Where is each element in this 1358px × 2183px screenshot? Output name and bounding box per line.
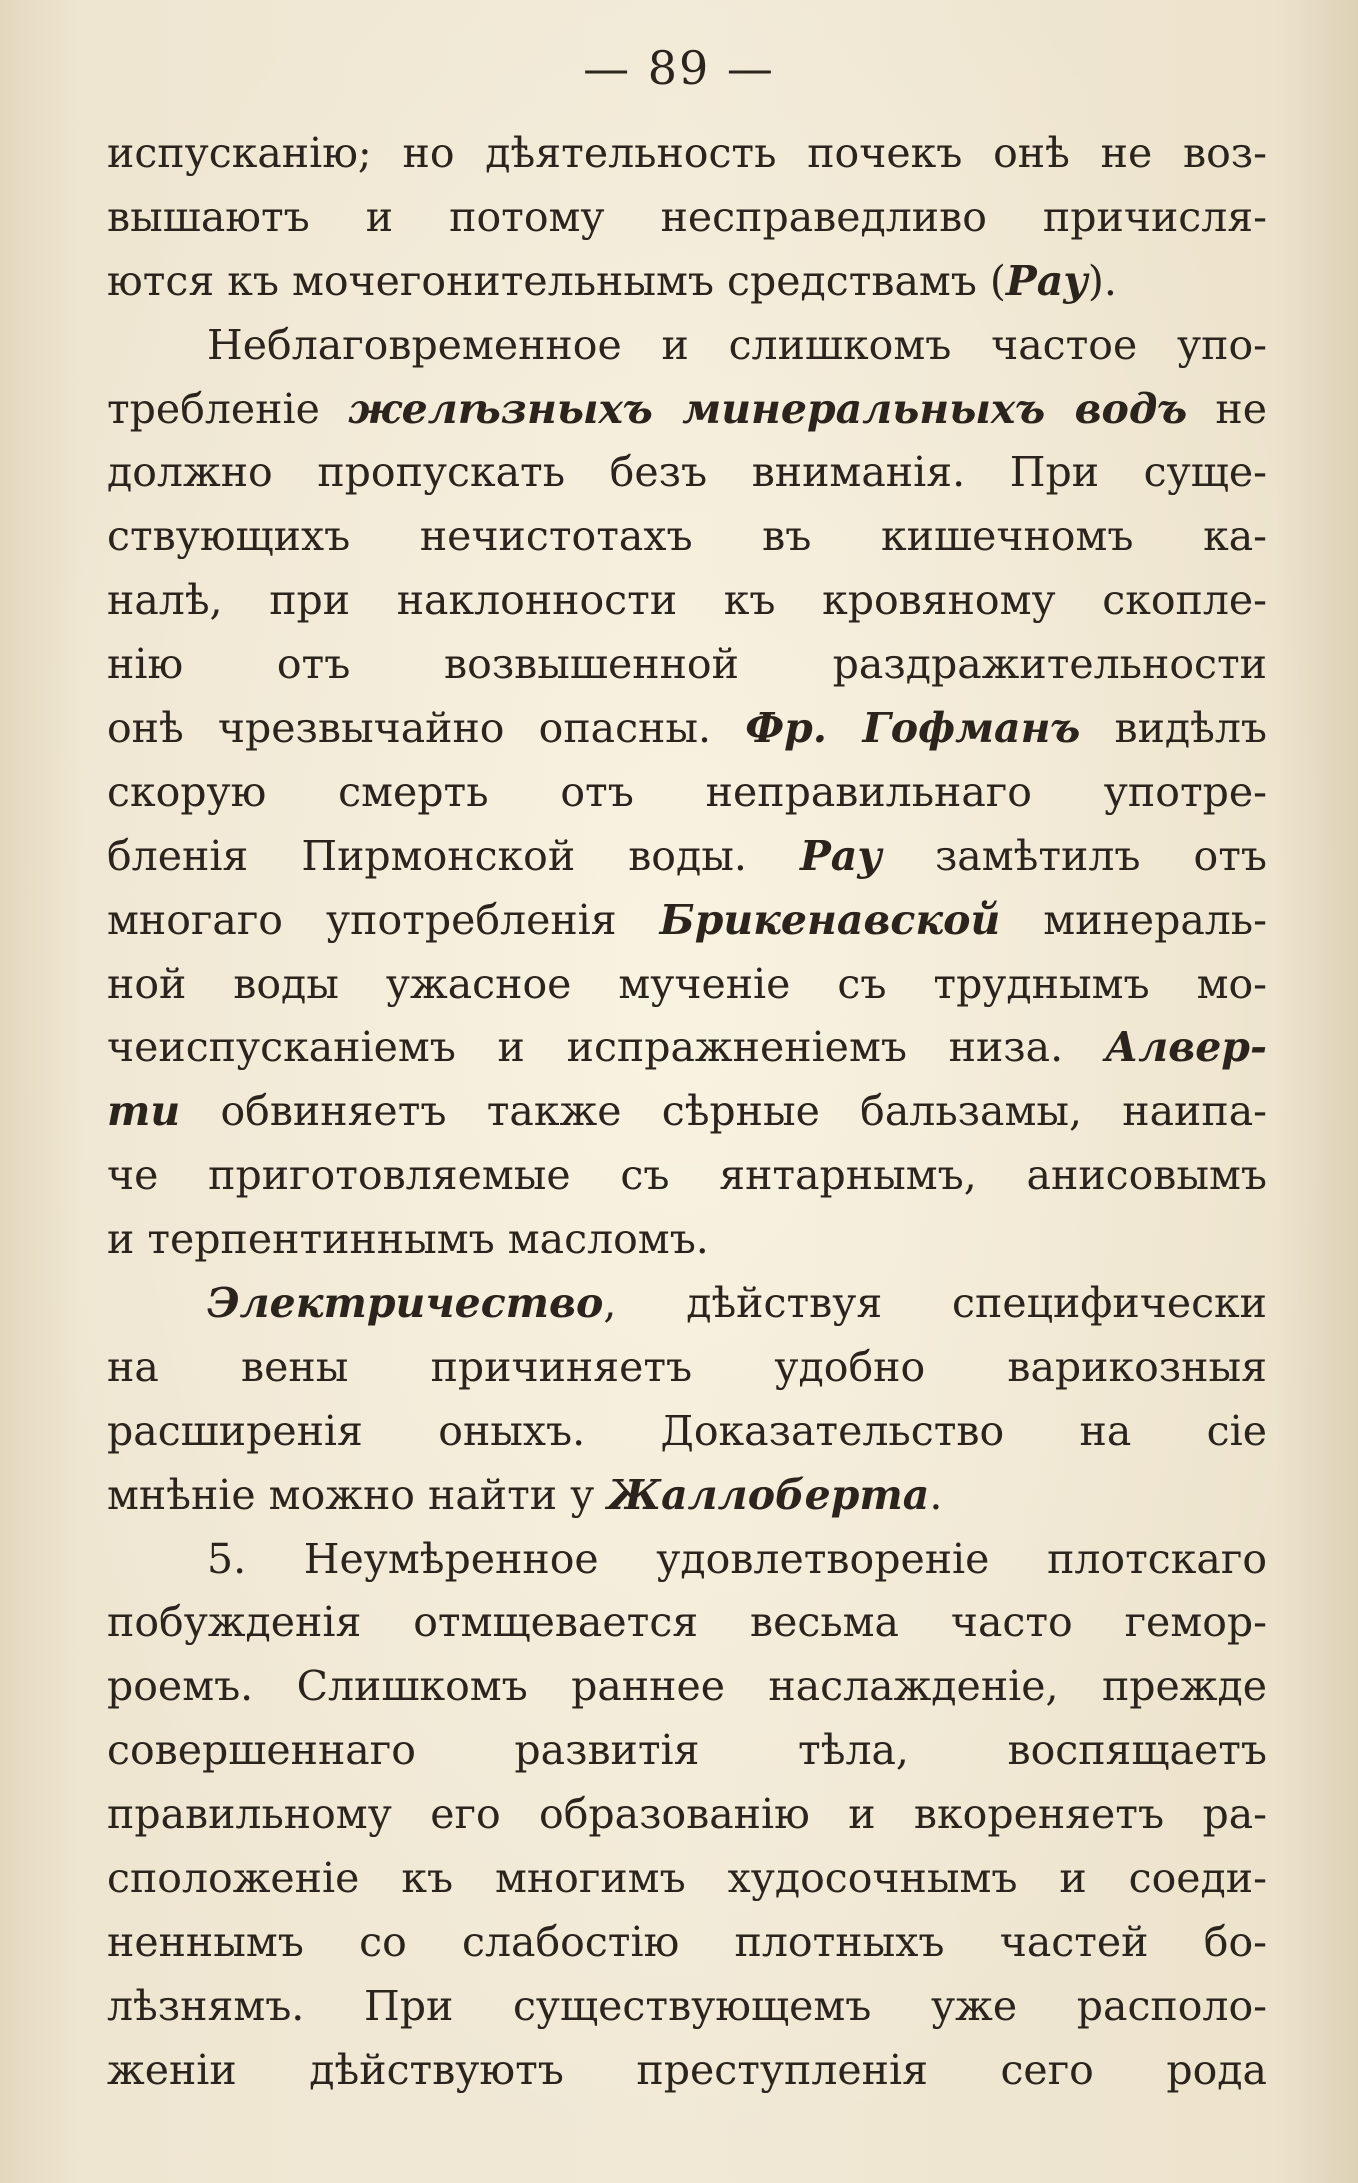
text-line (107, 1464, 1267, 1528)
text-line (107, 1400, 1267, 1464)
italic-text: Электричество (207, 1279, 604, 1328)
italic-text: Алвер- (1104, 1023, 1267, 1072)
text-line (107, 633, 1267, 697)
text-line (107, 441, 1267, 505)
italic-text: Рау (1005, 256, 1088, 305)
text-line (107, 1080, 1267, 1144)
body-text-run: неннымъ со слабостію плотныхъ частей бо- (107, 1917, 1267, 1966)
text-line (107, 761, 1267, 825)
body-text-run: обвиняетъ также сѣрные бальзамы, наипа- (180, 1087, 1267, 1136)
text-line (107, 1016, 1267, 1080)
body-text-run: совершеннаго развитія тѣла, воспящаетъ (107, 1726, 1267, 1775)
body-text-run: 5. Неумѣренное удовлетвореніе плотскаго (207, 1534, 1267, 1583)
body-text-run: испусканію; но дѣятельность почекъ онѣ не воз- (107, 129, 1267, 177)
text-line (107, 1208, 1267, 1272)
italic-text: желѣзныхъ минеральныхъ водъ (348, 384, 1188, 433)
body-text-run: ). (1087, 256, 1117, 305)
text-line (107, 1144, 1267, 1208)
text-line (107, 378, 1267, 442)
body-text-run: , дѣйствуя специфически (603, 1279, 1267, 1328)
italic-text: ти (107, 1087, 181, 1136)
body-text-run: налѣ, при наклонности къ кровяному скопле- (107, 576, 1267, 625)
text-line (107, 1783, 1267, 1847)
text-line (107, 186, 1267, 250)
body-text-run: и терпентиннымъ масломъ. (107, 1215, 709, 1264)
body-text-run: замѣтилъ отъ (881, 831, 1268, 880)
body-text-run: побужденія отмщевается весьма часто гемор- (107, 1598, 1267, 1647)
text-line (107, 1655, 1267, 1719)
body-text-run: требленіе (107, 384, 349, 433)
text-line (107, 825, 1267, 889)
italic-text: Фр. Гофманъ (745, 704, 1081, 753)
page-number: — 89 — (583, 41, 775, 95)
italic-text: Брикенавской (659, 895, 1001, 944)
body-text-run: чеиспусканіемъ и испражненіемъ низа. (107, 1023, 1105, 1072)
text-line (107, 122, 1267, 186)
body-text-run: ются къ мочегонительнымъ средствамъ ( (107, 256, 1006, 305)
text-line (107, 1975, 1267, 2039)
body-text-run: . (929, 1470, 943, 1519)
text-line (107, 569, 1267, 633)
body-text-run: ствующихъ нечистотахъ въ кишечномъ ка- (107, 512, 1267, 561)
body-text-run: лѣзнямъ. При существующемъ уже располо- (107, 1981, 1267, 2030)
body-text (107, 122, 1267, 2103)
body-text-run: на вены причиняетъ удобно варикозныя (107, 1342, 1267, 1391)
italic-text: Рау (799, 831, 882, 880)
body-text-run: мнѣніе можно найти у (107, 1470, 608, 1519)
body-text-run: должно пропускать безъ вниманія. При суще- (107, 448, 1267, 497)
body-text-run: скорую смерть отъ неправильнаго употре- (107, 767, 1267, 816)
text-line (107, 1272, 1267, 1336)
body-text-run: женіи дѣйствуютъ преступленія сего рода (107, 2045, 1267, 2094)
body-text-run: онѣ чрезвычайно опасны. (107, 704, 746, 753)
text-line (107, 1847, 1267, 1911)
body-text-run: сположеніе къ многимъ худосочнымъ и соеди- (107, 1854, 1267, 1903)
text-line (107, 1336, 1267, 1400)
body-text-run: Неблаговременное и слишкомъ частое упо- (207, 320, 1267, 369)
text-line (107, 889, 1267, 953)
text-line (107, 1911, 1267, 1975)
body-text-run: роемъ. Слишкомъ раннее наслажденіе, прежде (107, 1662, 1267, 1711)
text-line (107, 1719, 1267, 1783)
body-text-run: правильному его образованію и вкореняетъ ра- (107, 1790, 1267, 1839)
text-line (107, 1591, 1267, 1655)
text-line (107, 697, 1267, 761)
body-text-run: бленія Пирмонской воды. (107, 831, 800, 880)
body-text-run: не (1187, 384, 1268, 433)
body-text-run: вышаютъ и потому несправедливо причисля- (107, 192, 1267, 241)
italic-text: Жаллоберта (607, 1470, 930, 1519)
text-line (107, 505, 1267, 569)
body-text-run: расширенія оныхъ. Доказательство на сіе (107, 1406, 1267, 1455)
body-text-run: ной воды ужасное мученіе съ труднымъ мо- (107, 959, 1267, 1008)
body-text-run: видѣлъ (1080, 704, 1267, 753)
text-line (107, 953, 1267, 1017)
body-text-run: многаго употребленія (107, 895, 660, 944)
body-text-run: че приготовляемые съ янтарнымъ, анисовымъ (107, 1151, 1267, 1200)
body-text-run: минераль- (1000, 895, 1267, 944)
text-line (107, 1528, 1267, 1592)
text-line (107, 250, 1267, 314)
body-text-run: нію отъ возвышенной раздражительности (107, 640, 1267, 689)
text-line (107, 314, 1267, 378)
text-line (107, 2039, 1267, 2103)
